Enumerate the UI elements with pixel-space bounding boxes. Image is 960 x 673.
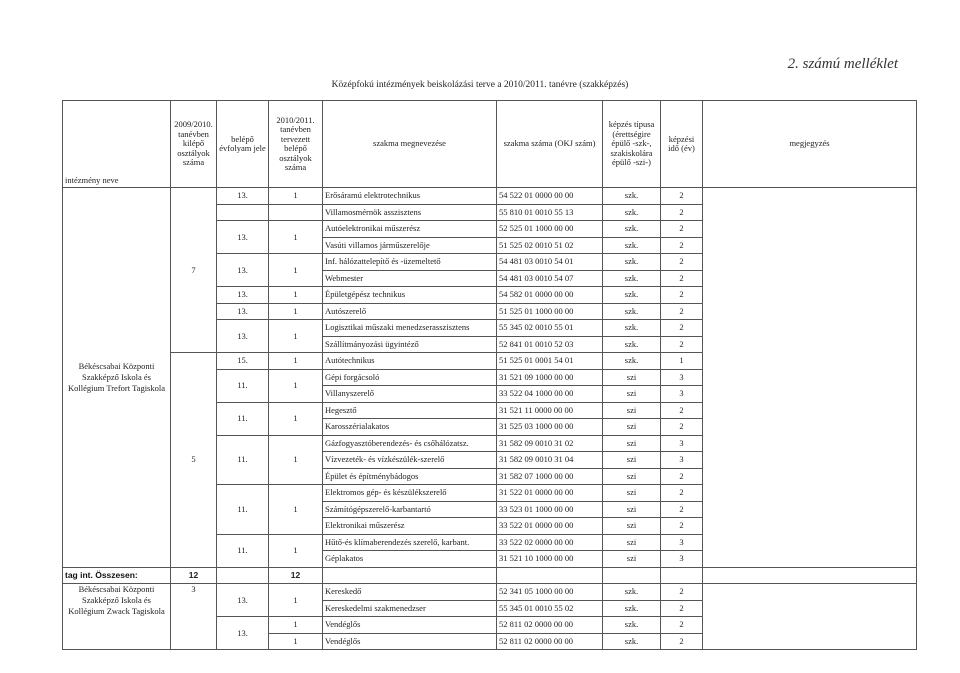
header-row <box>63 101 917 188</box>
okj-number-cell: 52 841 01 0010 52 03 <box>497 336 603 353</box>
duration-cell: 2 <box>661 617 703 634</box>
entry-year-cell: 13. <box>217 287 269 304</box>
okj-number-cell: 51 525 01 1000 00 00 <box>497 303 603 320</box>
training-type-cell: szi <box>603 468 661 485</box>
okj-number-cell: 51 525 01 0001 54 01 <box>497 353 603 370</box>
planned-classes-cell: 1 <box>269 221 323 254</box>
training-type-cell: szk. <box>603 221 661 238</box>
profession-name-cell: Kereskedő <box>323 584 497 601</box>
profession-name-cell: Géplakatos <box>323 551 497 568</box>
okj-number-cell: 31 521 09 1000 00 00 <box>497 369 603 386</box>
planned-classes-cell: 1 <box>269 353 323 370</box>
duration-cell: 2 <box>661 419 703 436</box>
okj-number-cell: 55 345 01 0010 55 02 <box>497 600 603 617</box>
entry-year-cell: 13. <box>217 320 269 353</box>
planned-classes-cell: 1 <box>269 485 323 535</box>
duration-cell: 3 <box>661 369 703 386</box>
header-profession-name: szakma megnevezése <box>323 101 497 188</box>
profession-name-cell: Gázfogyasztóberendezés- és csőhálózatsz. <box>323 435 497 452</box>
profession-name-cell: Kereskedelmi szakmenedzser <box>323 600 497 617</box>
entry-year-cell: 11. <box>217 534 269 567</box>
okj-number-cell: 33 522 01 0000 00 00 <box>497 518 603 535</box>
duration-cell: 2 <box>661 485 703 502</box>
okj-number-cell: 52 811 02 0000 00 00 <box>497 633 603 650</box>
summary-empty-cell <box>603 567 661 584</box>
training-type-cell: szi <box>603 386 661 403</box>
training-type-cell: szk. <box>603 617 661 634</box>
training-type-cell: szk. <box>603 320 661 337</box>
profession-name-cell: Épület és építménybádogos <box>323 468 497 485</box>
profession-name-cell: Autószerelő <box>323 303 497 320</box>
training-type-cell: szi <box>603 435 661 452</box>
duration-cell: 2 <box>661 237 703 254</box>
header-okj-number: szakma száma (OKJ szám) <box>497 101 603 188</box>
annex-label: 2. számú melléklet <box>787 56 898 72</box>
training-type-cell: szi <box>603 551 661 568</box>
profession-name-cell: Elektronikai műszerész <box>323 518 497 535</box>
training-type-cell: szk. <box>603 237 661 254</box>
planned-classes-cell: 1 <box>269 303 323 320</box>
planned-classes-cell: 1 <box>269 584 323 617</box>
profession-name-cell: Webmester <box>323 270 497 287</box>
profession-name-cell: Hegesztő <box>323 402 497 419</box>
profession-name-cell: Épületgépész technikus <box>323 287 497 304</box>
summary-label: tag int. Összesen: <box>63 567 171 584</box>
profession-name-cell: Inf. hálózattelepítő és -üzemeltető <box>323 254 497 271</box>
duration-cell: 3 <box>661 386 703 403</box>
training-type-cell: szi <box>603 452 661 469</box>
duration-cell: 2 <box>661 287 703 304</box>
summary-empty-cell <box>217 567 269 584</box>
institution-name: Békéscsabai Központi Szakképző Iskola és Kollégium Trefort Tagiskola <box>63 188 171 568</box>
entry-year-cell: 13. <box>217 221 269 254</box>
duration-cell: 2 <box>661 270 703 287</box>
okj-number-cell: 31 525 03 1000 00 00 <box>497 419 603 436</box>
summary-empty-cell <box>323 567 497 584</box>
header-entry-year: belépő évfolyam jele <box>217 101 269 188</box>
duration-cell: 2 <box>661 584 703 601</box>
table-row <box>63 584 917 601</box>
okj-number-cell: 33 523 01 1000 00 00 <box>497 501 603 518</box>
training-type-cell: szi <box>603 501 661 518</box>
duration-cell: 2 <box>661 402 703 419</box>
training-type-cell: szi <box>603 485 661 502</box>
planned-classes-cell: 1 <box>269 534 323 567</box>
profession-name-cell: Autótechnikus <box>323 353 497 370</box>
okj-number-cell: 54 481 03 0010 54 07 <box>497 270 603 287</box>
duration-cell: 2 <box>661 320 703 337</box>
planned-classes-cell: 1 <box>269 402 323 435</box>
leaving-classes-cell: 7 <box>171 188 217 353</box>
entry-year-cell: 13. <box>217 617 269 650</box>
profession-name-cell: Autóelektronikai műszerész <box>323 221 497 238</box>
okj-number-cell: 31 522 01 0000 00 00 <box>497 485 603 502</box>
summary-empty-cell <box>497 567 603 584</box>
training-type-cell: szk. <box>603 188 661 205</box>
okj-number-cell: 51 525 02 0010 51 02 <box>497 237 603 254</box>
planned-classes-cell: 1 <box>269 320 323 353</box>
table-row <box>63 188 917 205</box>
okj-number-cell: 31 582 09 0010 31 04 <box>497 452 603 469</box>
duration-cell: 2 <box>661 221 703 238</box>
training-type-cell: szk. <box>603 287 661 304</box>
training-type-cell: szk. <box>603 336 661 353</box>
training-type-cell: szk. <box>603 270 661 287</box>
training-type-cell: szk. <box>603 303 661 320</box>
okj-number-cell: 31 521 10 1000 00 00 <box>497 551 603 568</box>
document-title: Középfokú intézmények beiskolázási terve a 2010/2011. tanévre (szakképzés) <box>331 80 629 90</box>
header-training-type: képzés típusa (érettségire épülő -szk-, szakiskolára épülő -szi-) <box>603 101 661 188</box>
profession-name-cell: Vasúti villamos járműszerelője <box>323 237 497 254</box>
planned-classes-cell: 1 <box>269 633 323 650</box>
training-type-cell: szi <box>603 402 661 419</box>
enrollment-plan-table <box>62 100 917 650</box>
entry-year-cell: 13. <box>217 254 269 287</box>
profession-name-cell: Villanyszerelő <box>323 386 497 403</box>
training-type-cell: szk. <box>603 584 661 601</box>
duration-cell: 2 <box>661 633 703 650</box>
header-notes: megjegyzés <box>703 101 917 188</box>
entry-year-cell: 11. <box>217 485 269 535</box>
training-type-cell: szi <box>603 534 661 551</box>
duration-cell: 2 <box>661 501 703 518</box>
duration-cell: 3 <box>661 534 703 551</box>
training-type-cell: szk. <box>603 204 661 221</box>
leaving-classes-cell: 5 <box>171 353 217 568</box>
training-type-cell: szk. <box>603 254 661 271</box>
okj-number-cell: 33 522 04 1000 00 00 <box>497 386 603 403</box>
training-type-cell: szi <box>603 518 661 535</box>
planned-classes-cell: 1 <box>269 188 323 205</box>
training-type-cell: szk. <box>603 600 661 617</box>
entry-year-cell: 13. <box>217 584 269 617</box>
training-type-cell: szi <box>603 369 661 386</box>
summary-planned: 12 <box>269 567 323 584</box>
entry-year-cell <box>217 204 269 221</box>
profession-name-cell: Erősáramú elektrotechnikus <box>323 188 497 205</box>
planned-classes-cell: 1 <box>269 435 323 485</box>
planned-classes-cell <box>269 204 323 221</box>
planned-classes-cell: 1 <box>269 287 323 304</box>
notes-cell <box>703 188 917 568</box>
okj-number-cell: 33 522 02 0000 00 00 <box>497 534 603 551</box>
duration-cell: 2 <box>661 188 703 205</box>
duration-cell: 2 <box>661 518 703 535</box>
okj-number-cell: 31 582 07 1000 00 00 <box>497 468 603 485</box>
training-type-cell: szk. <box>603 633 661 650</box>
duration-cell: 2 <box>661 468 703 485</box>
okj-number-cell: 55 810 01 0010 55 13 <box>497 204 603 221</box>
profession-name-cell: Számítógépszerelő-karbantartó <box>323 501 497 518</box>
header-institution: intézmény neve <box>63 101 171 188</box>
planned-classes-cell: 1 <box>269 369 323 402</box>
okj-number-cell: 52 341 05 1000 00 00 <box>497 584 603 601</box>
institution-name: Békéscsabai Központi Szakképző Iskola és Kollégium Zwack Tagiskola <box>63 584 171 650</box>
profession-name-cell: Gépi forgácsoló <box>323 369 497 386</box>
duration-cell: 2 <box>661 600 703 617</box>
entry-year-cell: 13. <box>217 188 269 205</box>
profession-name-cell: Karosszérialakatos <box>323 419 497 436</box>
profession-name-cell: Vendéglős <box>323 633 497 650</box>
okj-number-cell: 31 521 11 0000 00 00 <box>497 402 603 419</box>
okj-number-cell: 52 811 02 0000 00 00 <box>497 617 603 634</box>
leaving-classes-cell: 3 <box>171 584 217 650</box>
summary-empty-cell <box>703 567 917 584</box>
duration-cell: 1 <box>661 353 703 370</box>
profession-name-cell: Logisztikai műszaki menedzserasszisztens <box>323 320 497 337</box>
profession-name-cell: Villamosmérnök asszisztens <box>323 204 497 221</box>
summary-leaving: 12 <box>171 567 217 584</box>
entry-year-cell: 11. <box>217 369 269 402</box>
okj-number-cell: 55 345 02 0010 55 01 <box>497 320 603 337</box>
entry-year-cell: 11. <box>217 402 269 435</box>
duration-cell: 2 <box>661 204 703 221</box>
profession-name-cell: Szállítmányozási ügyintéző <box>323 336 497 353</box>
entry-year-cell: 15. <box>217 353 269 370</box>
training-type-cell: szi <box>603 419 661 436</box>
profession-name-cell: Vendéglős <box>323 617 497 634</box>
summary-row <box>63 567 917 584</box>
profession-name-cell: Hűtő-és klímaberendezés szerelő, karbant. <box>323 534 497 551</box>
duration-cell: 2 <box>661 254 703 271</box>
okj-number-cell: 54 522 01 0000 00 00 <box>497 188 603 205</box>
duration-cell: 3 <box>661 551 703 568</box>
duration-cell: 2 <box>661 303 703 320</box>
okj-number-cell: 52 525 01 1000 00 00 <box>497 221 603 238</box>
okj-number-cell: 54 481 03 0010 54 01 <box>497 254 603 271</box>
header-leaving-classes: 2009/2010. tanévben kilépő osztályok száma <box>171 101 217 188</box>
training-type-cell: szk. <box>603 353 661 370</box>
entry-year-cell: 11. <box>217 435 269 485</box>
planned-classes-cell: 1 <box>269 254 323 287</box>
header-planned-classes: 2010/2011. tanévben tervezett belépő osztályok száma <box>269 101 323 188</box>
duration-cell: 3 <box>661 435 703 452</box>
duration-cell: 2 <box>661 336 703 353</box>
summary-empty-cell <box>661 567 703 584</box>
okj-number-cell: 31 582 09 0010 31 02 <box>497 435 603 452</box>
notes-cell <box>703 584 917 650</box>
okj-number-cell: 54 582 01 0000 00 00 <box>497 287 603 304</box>
entry-year-cell: 13. <box>217 303 269 320</box>
profession-name-cell: Elektromos gép- és készülékszerelő <box>323 485 497 502</box>
profession-name-cell: Vízvezeték- és vízkészülék-szerelő <box>323 452 497 469</box>
duration-cell: 3 <box>661 452 703 469</box>
header-duration: képzési idő (év) <box>661 101 703 188</box>
planned-classes-cell: 1 <box>269 617 323 634</box>
